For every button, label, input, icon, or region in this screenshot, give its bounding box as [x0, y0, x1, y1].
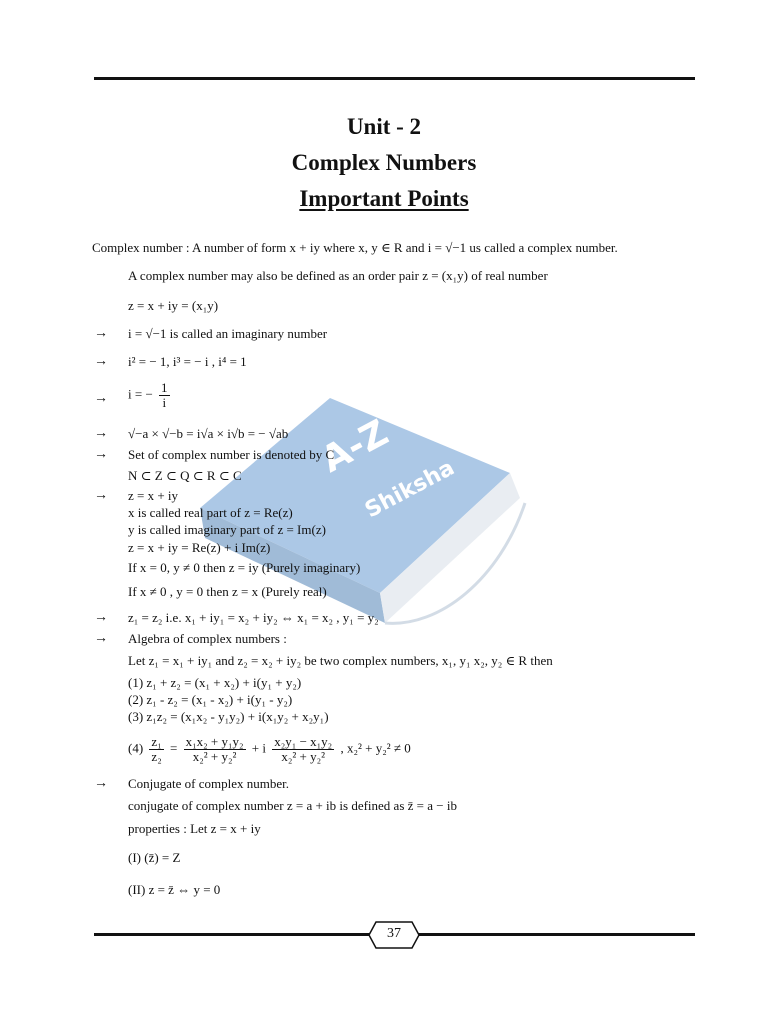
- conjugate-definition: conjugate of complex number z = a + ib is defined as z̄ = a − ib: [128, 798, 457, 813]
- fraction-denominator: z₂: [151, 749, 162, 764]
- division-label: (4): [128, 740, 144, 756]
- fraction-numerator: 1: [161, 380, 168, 395]
- arrow-icon: →: [94, 326, 108, 341]
- sum-line: (1) z₁ + z₂ = (x₁ + x₂) + i(y₁ + y₂): [128, 675, 302, 690]
- arrow-icon: →: [94, 776, 108, 791]
- arrow-icon: →: [94, 426, 108, 441]
- difference-line: (2) z₁ - z₂ = (x₁ - x₂) + i(y₁ - y₂): [128, 692, 293, 707]
- conjugate-heading: Conjugate of complex number.: [128, 776, 290, 791]
- property-two: (II) z = z̄ ⇔ y = 0: [128, 882, 221, 897]
- page-number-badge: [368, 921, 420, 949]
- fraction-numerator: z₁: [151, 734, 162, 749]
- z-form-line: z = x + iy: [128, 488, 179, 503]
- top-rule: [94, 77, 695, 80]
- root-product-line: √−a × √−b = i√a × i√b = − √ab: [128, 426, 289, 441]
- set-of-complex-line: Set of complex number is denoted by C: [128, 447, 335, 462]
- watermark-bottom-text: Shiksha: [361, 455, 459, 524]
- arrow-icon: →: [94, 447, 108, 462]
- plus-i: + i: [251, 740, 266, 756]
- property-one: (I) (z̄̄) = Z: [128, 850, 181, 865]
- reciprocal-i-lhs: i = −: [128, 386, 153, 402]
- ordered-pair-line: A complex number may also be defined as an order pair z = (x₁y) of real number: [128, 268, 548, 283]
- page-number: 37: [387, 926, 401, 941]
- real-part-line: x is called real part of z = Re(z): [128, 505, 293, 520]
- section-title: Important Points: [299, 186, 469, 211]
- ordered-pair-eq: z = x + iy = (x₁y): [128, 298, 219, 313]
- fraction-denominator: i: [162, 395, 167, 410]
- definition-line: Complex number : A number of form x + iy where x, y ∈ R and i = √−1 us called a complex number.: [92, 240, 618, 255]
- fraction-denominator: x₂² + y₂²: [192, 749, 237, 764]
- arrow-icon: →: [94, 391, 108, 406]
- equality-line: z₁ = z₂ i.e. x₁ + iy₁ = x₂ + iy₂ ⇔ x₁ = x₂ , y₁ = y₂: [128, 610, 379, 625]
- chapter-title: Complex Numbers: [291, 150, 477, 175]
- reciprocal-i-line: [128, 381, 173, 410]
- powers-of-i-line: i² = − 1, i³ = − i , i⁴ = 1: [128, 354, 247, 369]
- watermark-top-text: A-Z: [314, 412, 396, 481]
- arrow-icon: →: [94, 354, 108, 369]
- properties-line: properties : Let z = x + iy: [128, 821, 261, 836]
- product-line: (3) z₁z₂ = (x₁x₂ - y₁y₂) + i(x₁y₂ + x₂y₁): [128, 709, 329, 724]
- set-inclusion-line: N ⊂ Z ⊂ Q ⊂ R ⊂ C: [128, 468, 242, 483]
- equals-sign: =: [169, 740, 178, 756]
- fraction-real-part: [184, 735, 246, 764]
- fraction-numerator: x₁x₂ + y₁y₂: [185, 734, 244, 749]
- fraction-denominator: x₂² + y₂²: [281, 749, 326, 764]
- re-im-line: z = x + iy = Re(z) + i Im(z): [128, 540, 271, 555]
- nonzero-condition: , x₂² + y₂² ≠ 0: [340, 740, 411, 756]
- let-z-line: Let z₁ = x₁ + iy₁ and z₂ = x₂ + iy₂ be two complex numbers, x₁, y₁ x₂, y₂ ∈ R then: [128, 653, 553, 668]
- arrow-icon: →: [94, 488, 108, 503]
- algebra-heading: Algebra of complex numbers :: [128, 631, 287, 646]
- imag-part-line: y is called imaginary part of z = Im(z): [128, 522, 326, 537]
- imaginary-number-line: i = √−1 is called an imaginary number: [128, 326, 328, 341]
- purely-imaginary-line: If x = 0, y ≠ 0 then z = iy (Purely imaginary): [128, 560, 361, 575]
- unit-title: Unit - 2: [346, 114, 422, 139]
- fraction-numerator: x₂y₁ − x₁y₂: [274, 734, 333, 749]
- fraction-imag-part: [272, 735, 334, 764]
- fraction-z-ratio: [149, 735, 163, 764]
- fraction-one-over-i: [159, 381, 170, 410]
- arrow-icon: →: [94, 610, 108, 625]
- purely-real-line: If x ≠ 0 , y = 0 then z = x (Purely real): [128, 584, 327, 599]
- arrow-icon: →: [94, 631, 108, 646]
- division-line: [128, 735, 411, 764]
